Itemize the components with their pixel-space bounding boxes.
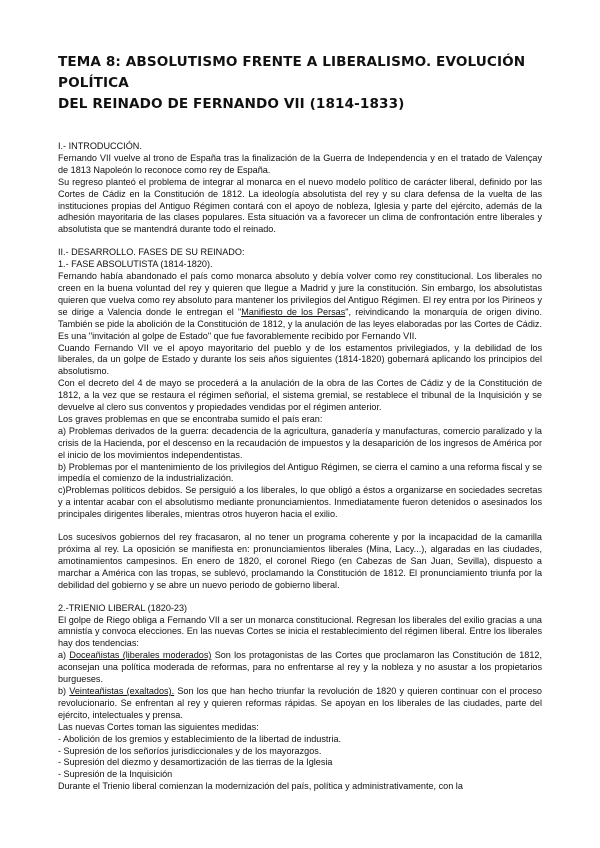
list-item: - Supresión del diezmo y desamortización de las tierras de la Iglesia — [58, 757, 333, 768]
manifiesto-link-text: Manifiesto de los Persas — [241, 306, 346, 317]
paragraph: Cuando Fernando VII ve el apoyo mayoritario del pueblo y de los estamentos privilegiados, y la debilidad de los liberales, da un golpe de Estado y durante los seis años siguientes (1814-1820) gobernará aplicando los principios del absolutismo. — [58, 342, 542, 377]
title-line-2: DEL REINADO DE FERNANDO VII (1814-1833) — [58, 96, 405, 112]
section-heading-desarrollo: II.- DESARROLLO. FASES DE SU REINADO: — [58, 247, 245, 258]
paragraph: Los sucesivos gobiernos del rey fracasaron, al no tener un programa coherente y por la incapacidad de la camarilla próxima al rey. La oposición se manifiesta en: pronunciamientos liberales (Mina, Lacy...), algaradas en las ciudades, amotinamientos campesinos. En enero de 1820, el coronel Riego (en Cabezas de San Juan, Sevilla), dispuesto a marchar a América con las tropas, se sublevó, proclamando la Constitución de 1812. El pronunciamiento triunfa por la debilidad del gobierno y se abre un nuevo periodo de gobierno liberal. — [58, 532, 542, 590]
list-item: b) Veinteañistas (exaltados). Son los que han hecho triunfar la revolución de 1820 y quieren continuar con el proceso revolucionario. Se enfrentan al rey y quieren reformas rápidas. Se apoyan en los liberales de las ciudades, parte del ejército, intelectuales y prensa. — [58, 685, 542, 720]
list-item: c)Problemas políticos debidos. Se persiguió a los liberales, lo que obligó a éstos a organizarse en sociedades secretas y a intentar acabar con el absolutismo mediante pronunciamientos. Inmediatamente fueron detenidos o asesinados los principales dirigentes liberales, mientras otros huyeron hacia el exilio. — [58, 485, 542, 520]
subsection-heading-fase-absolutista: 1.- FASE ABSOLUTISTA (1814-1820). — [58, 259, 213, 270]
subsection-heading-trienio-liberal: 2.-TRIENIO LIBERAL (1820-23) — [58, 602, 188, 613]
paragraph: Durante el Trienio liberal comienzan la modernización del país, política y administrativamente, con la — [58, 781, 463, 792]
list-item: a) Problemas derivados de la guerra: decadencia de la agricultura, ganadería y manufacturas, comercio paralizado y la crisis de la Hacienda, por el descenso en la recaudación de impuestos y la desaparición de los ingresos de América por el inicio de los movimientos independentistas. — [58, 425, 542, 460]
paragraph: Las nuevas Cortes toman las siguientes medidas: — [58, 721, 259, 732]
list-item: b) Problemas por el mantenimiento de los privilegios del Antiguo Régimen, se cierra el camino a una reforma fiscal y se impedía el comienzo de la industrialización. — [58, 461, 542, 484]
list-item: - Abolición de los gremios y establecimiento de la libertad de industria. — [58, 733, 342, 744]
term-veinteanistas: Veinteañistas (exaltados). — [69, 685, 175, 696]
title-line-1: TEMA 8: ABSOLUTISMO FRENTE A LIBERALISMO. EVOLUCIÓN POLÍTICA — [58, 54, 526, 91]
document-title — [58, 52, 542, 115]
paragraph: Los graves problemas en que se encontraba sumido el país eran: — [58, 413, 323, 424]
paragraph: Su regreso planteó el problema de integrar al monarca en el nuevo modelo político de carácter liberal, definido por las Cortes de Cádiz en la Constitución de 1812. La ideología absolutista del rey y su clara defensa de la vuelta de las instituciones propias del Antiguo Régimen contará con el apoyo de nobleza, Iglesia y parte del ejército, además de la adhesión mayoritaria de las clases populares. Esta situación va a favorecer un clima de confrontación entre liberales y absolutista que se mantendrá durante todo el reinado. — [58, 176, 542, 235]
list-item: a) Doceañistas (liberales moderados) Son los protagonistas de las Cortes que proclamaron las Constitución de 1812, aconsejan una política moderada de reformas, para no enfrentarse al rey y la nobleza y no asustar a los propietarios burgueses. — [58, 650, 542, 685]
paragraph: Con el decreto del 4 de mayo se procederá a la anulación de la obra de las Cortes de Cádiz y de la Constitución de 1812, a la vez que se restaura el régimen señorial, el sistema gremial, se restablece el tribunal de la Inquisición y se devuelve al clero sus conventos y propiedades vendidas por el régimen anterior. — [58, 378, 542, 413]
term-doceanistas: Doceañistas (liberales moderados) — [69, 650, 212, 661]
paragraph: Fernando VII vuelve al trono de España tras la finalización de la Guerra de Independencia y en el tratado de Valençay de 1813 Napoleón lo reconoce como rey de España. — [58, 152, 542, 175]
paragraph: Fernando había abandonado el país como monarca absoluto y debía volver como rey constitucional. Los liberales no creen en la buena voluntad del rey y quieren que llegue a Madrid y jure la constitución. Sin embargo, los absolutistas quieren que vuelva como rey absoluto para mantener los privilegios del Antiguo Régimen. El rey entra por los Pirineos y se dirige a Valencia donde le entregan el "Manifiesto de los Persas", reivindicando la monarquía de origen divino. También se pide la abolición de la Constitución de 1812, y la anulación de las leyes elaboradas por las Cortes de Cádiz. Es una "invitación al golpe de Estado" que fue favorablemente recibido por Fernando VII. — [58, 271, 542, 341]
section-heading-introduccion: I.- INTRODUCCIÓN. — [58, 141, 142, 151]
paragraph: El golpe de Riego obliga a Fernando VII a ser un monarca constitucional. Regresan los liberales del exilio gracias a una amnistía y convoca elecciones. En las nuevas Cortes se inicia el restablecimiento del régimen liberal. Entre los liberales hay dos tendencias: — [58, 614, 542, 649]
list-item: - Supresión de los señoríos jurisdiccionales y de los mayorazgos. — [58, 745, 322, 756]
list-item: - Supresión de la Inquisición — [58, 769, 173, 780]
document-body — [58, 141, 542, 793]
